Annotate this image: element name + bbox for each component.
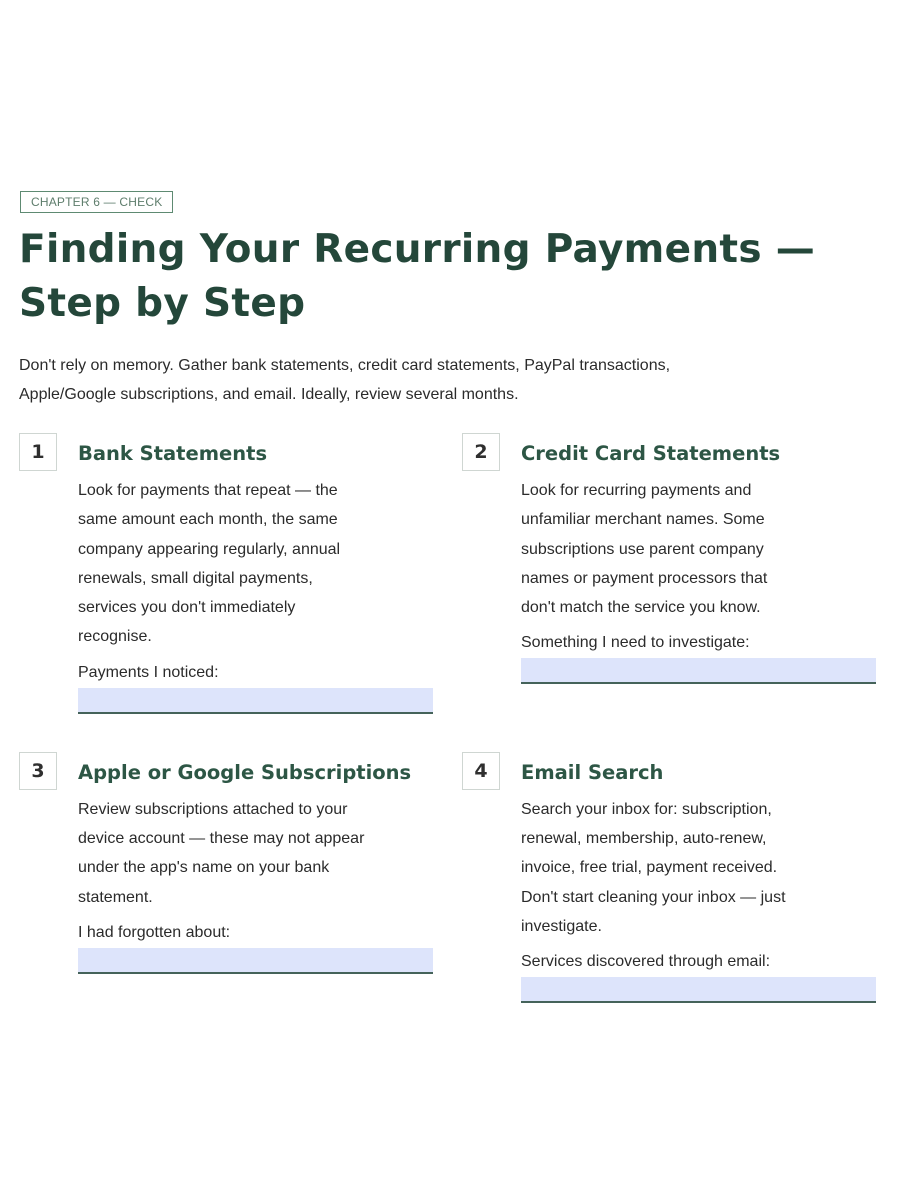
field-label: I had forgotten about:	[78, 923, 231, 941]
intro-line-2: Apple/Google subscriptions, and email. Ideally, review several months.	[19, 386, 519, 403]
step-body-line: under the app's name on your bank	[78, 859, 330, 877]
forgotten-field[interactable]	[78, 948, 433, 974]
intro-text	[19, 351, 881, 409]
step-title: Email Search	[521, 760, 664, 784]
field-label: Something I need to investigate:	[521, 634, 750, 652]
step-credit-card-statements	[462, 433, 881, 714]
page-title	[19, 223, 881, 331]
step-body	[78, 476, 462, 652]
step-title: Credit Card Statements	[521, 442, 781, 465]
step-body-line: Review subscriptions attached to your	[78, 800, 348, 818]
title-line-1: Finding Your Recurring Payments —	[19, 227, 816, 272]
step-body-line: unfamiliar merchant names. Some	[521, 511, 765, 529]
step-body-line: Look for recurring payments and	[521, 482, 752, 499]
step-number-badge: 2	[462, 433, 500, 471]
title-line-2: Step by Step	[19, 281, 306, 326]
step-body-line: names or payment processors that	[521, 569, 768, 587]
step-body-line: device account — these may not appear	[78, 830, 365, 848]
step-body-line: subscriptions use parent company	[521, 540, 764, 558]
step-body-line: don't match the service you know.	[521, 599, 761, 617]
step-number-badge: 1	[19, 433, 57, 471]
step-body-line: Don't start cleaning your inbox — just	[521, 888, 786, 906]
step-body-line: statement.	[78, 888, 153, 906]
field-label: Services discovered through email:	[521, 953, 771, 971]
email-services-field[interactable]	[521, 977, 876, 1003]
worksheet-page	[19, 191, 881, 1003]
step-email-search	[462, 752, 881, 1003]
step-body-line: company appearing regularly, annual	[78, 540, 341, 558]
step-app-subscriptions	[19, 752, 462, 1003]
step-body-line: Look for payments that repeat — the	[78, 482, 338, 499]
step-body-line: recognise.	[78, 628, 152, 646]
investigate-field[interactable]	[521, 658, 876, 684]
step-number-badge: 3	[19, 752, 57, 790]
step-body-line: renewal, membership, auto-renew,	[521, 830, 767, 848]
step-body	[78, 795, 462, 912]
field-label: Payments I noticed:	[78, 663, 219, 681]
chapter-tag: CHAPTER 6 — CHECK	[20, 191, 173, 213]
step-body-line: investigate.	[521, 917, 602, 935]
step-number-badge: 4	[462, 752, 500, 790]
step-title: Apple or Google Subscriptions	[78, 760, 412, 784]
intro-line-1: Don't rely on memory. Gather bank statements, credit card statements, PayPal transactions,	[19, 357, 671, 374]
step-body-line: services you don't immediately	[78, 599, 296, 617]
step-body-line: invoice, free trial, payment received.	[521, 859, 778, 877]
step-body-line: renewals, small digital payments,	[78, 569, 313, 587]
steps-grid	[19, 433, 881, 1003]
step-body-line: Search your inbox for: subscription,	[521, 800, 772, 818]
step-title: Bank Statements	[78, 442, 268, 465]
payments-noticed-field[interactable]	[78, 688, 433, 714]
step-body-line: same amount each month, the same	[78, 511, 338, 529]
step-body	[521, 795, 881, 941]
step-bank-statements	[19, 433, 462, 714]
step-body	[521, 476, 881, 622]
